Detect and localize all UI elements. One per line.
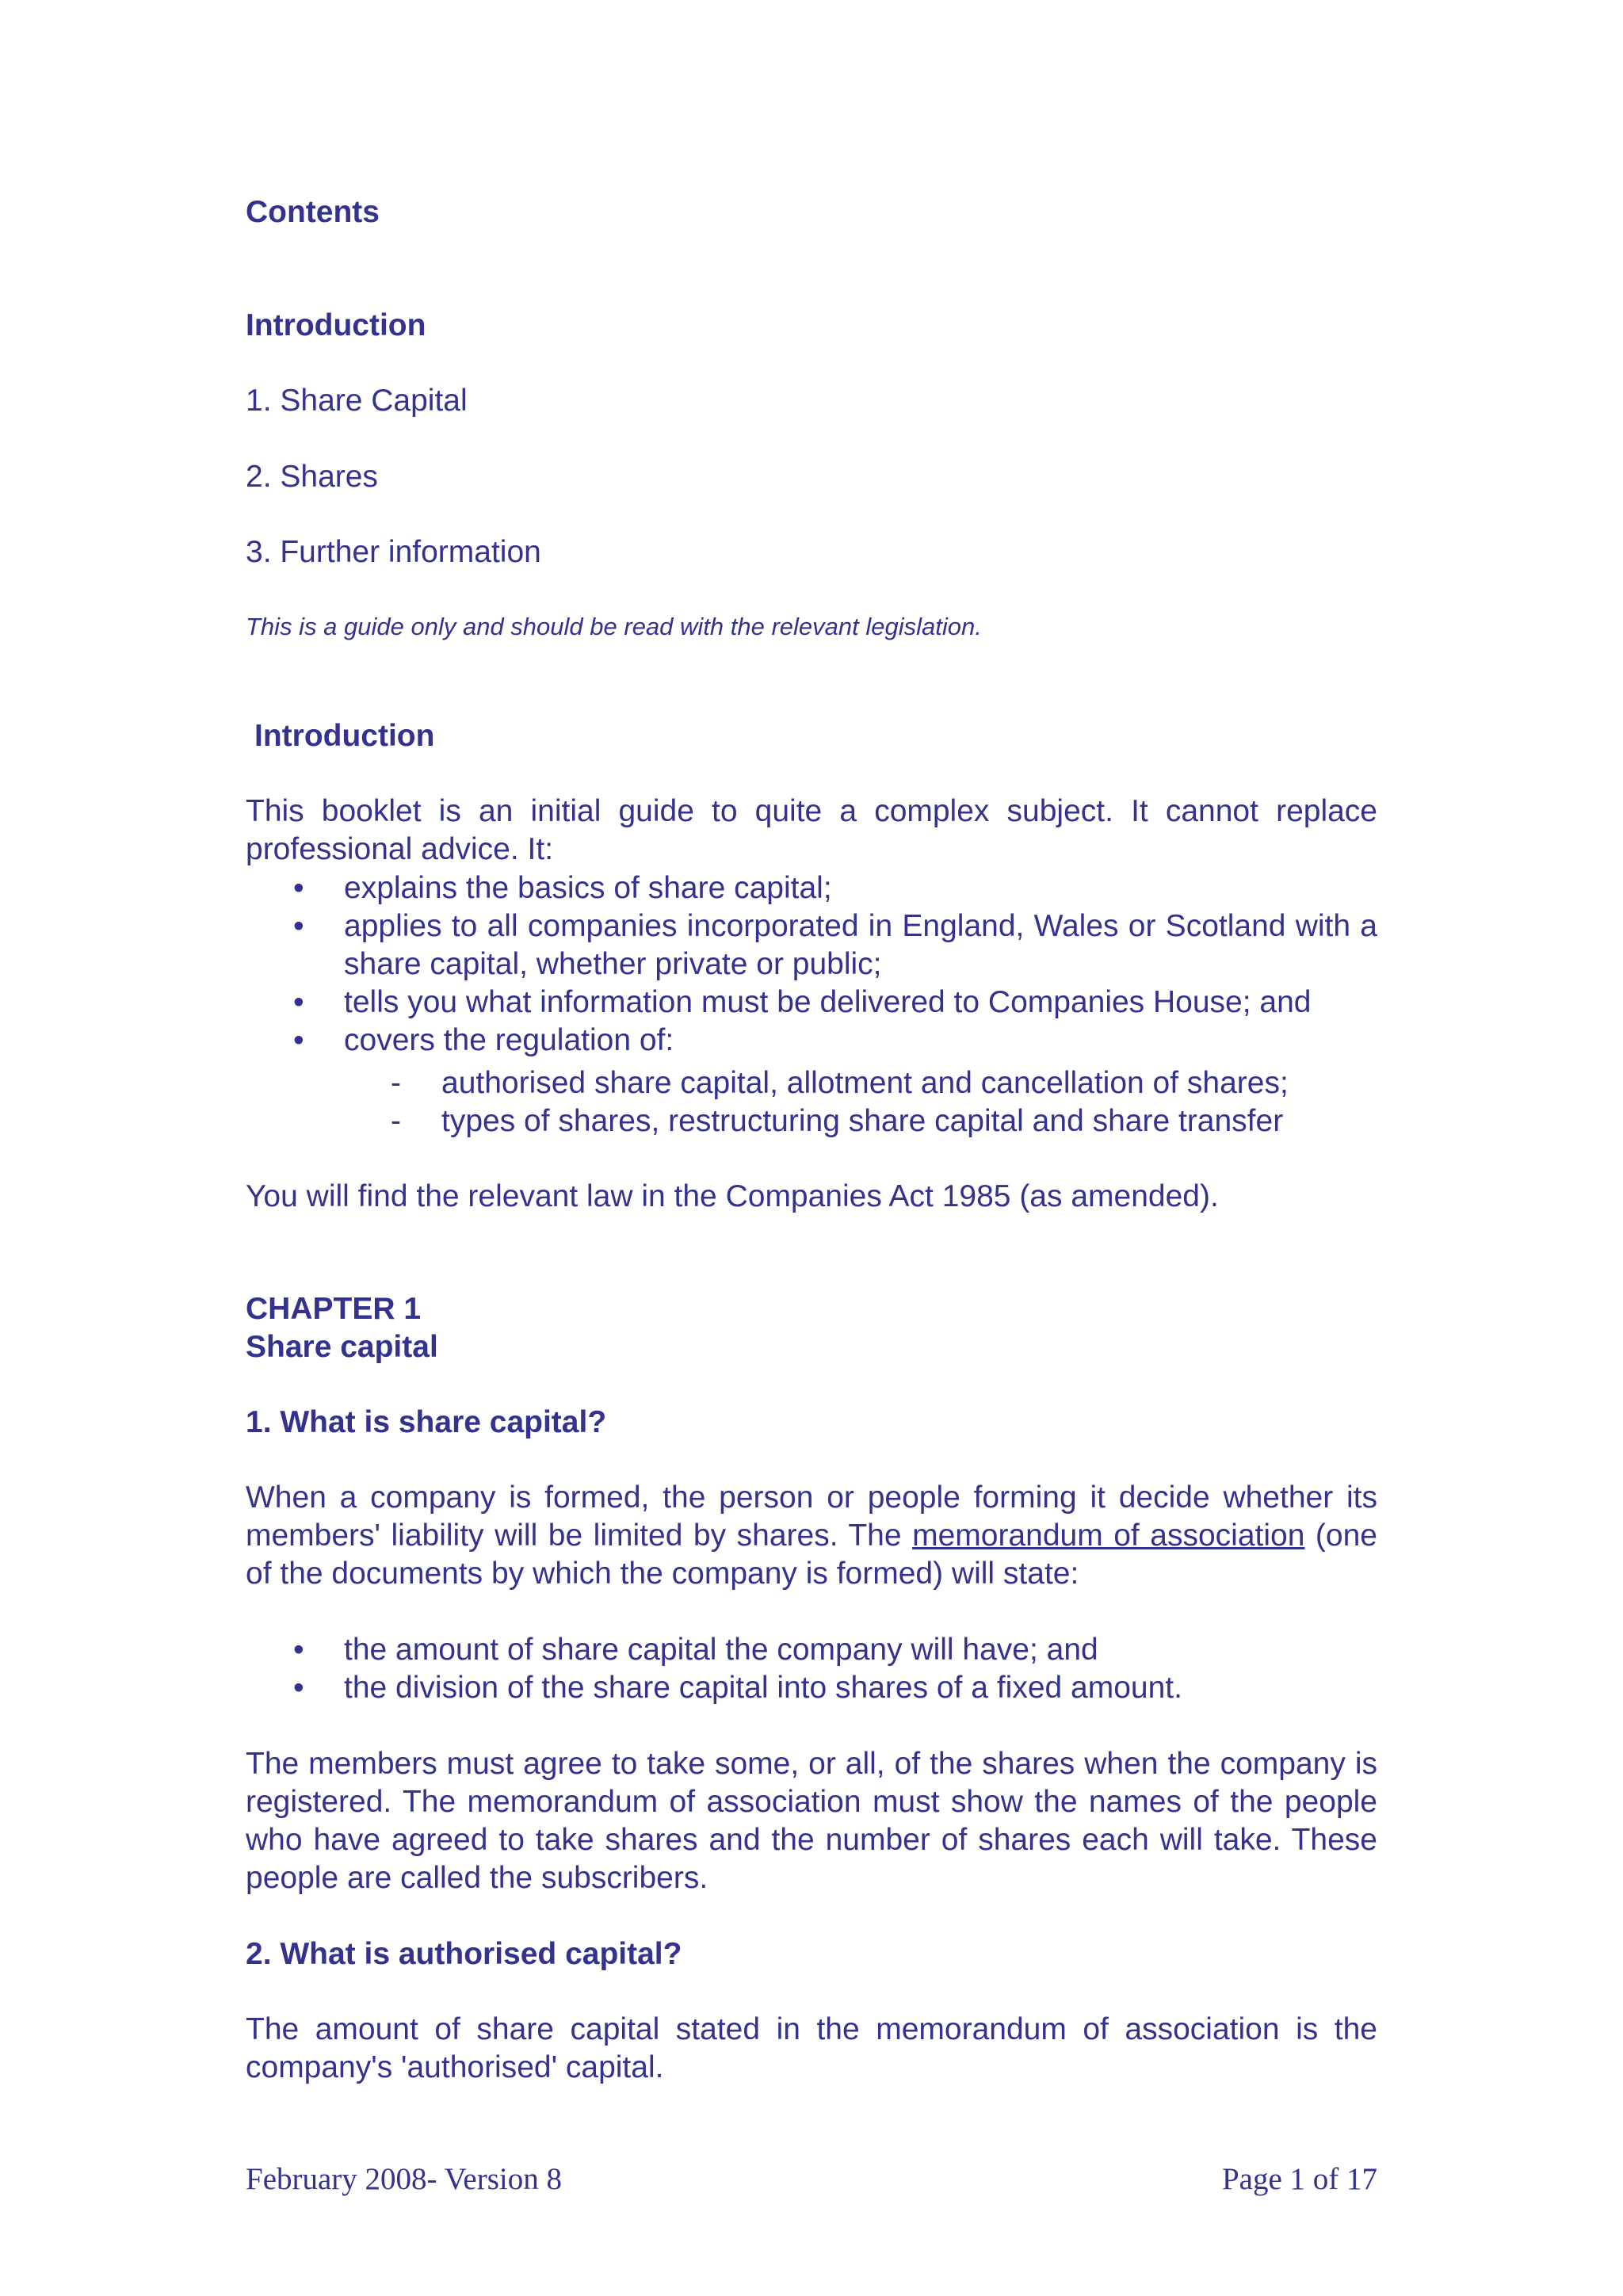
footer-page-number: Page 1 of 17 (1221, 2162, 1377, 2196)
share-capital-paragraph: When a company is formed, the person or people forming it decide whether its members' liability will be limited by shares. The memorandum of association (one of the documents by which the company is formed) will state: (246, 1480, 1377, 1591)
contents-heading: Contents (246, 195, 380, 229)
contents-item-shares: 2. Shares (246, 460, 378, 494)
bullet-icon: • (293, 909, 304, 943)
dash-icon: - (391, 1066, 401, 1100)
memorandum-of-association-link[interactable]: memorandum of association (912, 1519, 1305, 1553)
contents-item-share-capital: 1. Share Capital (246, 384, 468, 418)
sub-list-item: - types of shares, restructuring share capital and share transfer (246, 1102, 1377, 1140)
section-heading-authorised-capital: 2. What is authorised capital? (246, 1937, 682, 1971)
subscribers-paragraph: The members must agree to take some, or all, of the shares when the company is registered. The memorandum of association must show the names of the people who have agreed to take shares and the number of shares each will take. These people are called the subscribers. (246, 1747, 1377, 1895)
authorised-capital-paragraph: The amount of share capital stated in the memorandum of association is the company's 'authorised' capital. (246, 2012, 1377, 2084)
list-item: • explains the basics of share capital; (246, 869, 1377, 907)
contents-item-further-information: 3. Further information (246, 535, 541, 569)
share-capital-bullet-list (246, 1631, 1377, 1707)
list-item: • covers the regulation of: (246, 1022, 1377, 1060)
bullet-icon: • (293, 1633, 304, 1667)
list-item: • tells you what information must be delivered to Companies House; and (246, 984, 1377, 1022)
chapter-title: Share capital (246, 1330, 438, 1364)
list-item: • applies to all companies incorporated in England, Wales or Scotland with a share capital, whether private or public; (293, 909, 1377, 981)
chapter-label: CHAPTER 1 (246, 1292, 422, 1326)
introduction-paragraph: This booklet is an initial guide to quite a complex subject. It cannot replace professional advice. It: (246, 794, 1377, 866)
list-item: • the amount of share capital the company will have; and (246, 1631, 1377, 1669)
regulation-sub-list (246, 1064, 1377, 1140)
section-heading-share-capital: 1. What is share capital? (246, 1405, 607, 1439)
list-item: • the division of the share capital into shares of a fixed amount. (246, 1669, 1377, 1707)
bullet-icon: • (293, 1023, 304, 1057)
guide-disclaimer: This is a guide only and should be read with the relevant legislation. (246, 613, 982, 640)
bullet-icon: • (293, 1671, 304, 1705)
footer-date-version: February 2008- Version 8 (246, 2162, 562, 2196)
sub-list-item: - authorised share capital, allotment and cancellation of shares; (246, 1064, 1377, 1102)
bullet-icon: • (293, 871, 304, 905)
bullet-icon: • (293, 985, 304, 1019)
relevant-law-paragraph: You will find the relevant law in the Companies Act 1985 (as amended). (246, 1179, 1219, 1213)
introduction-bullet-list (246, 869, 1377, 1060)
dash-icon: - (391, 1104, 401, 1138)
contents-item-introduction: Introduction (246, 308, 426, 342)
introduction-heading: Introduction (254, 719, 435, 753)
